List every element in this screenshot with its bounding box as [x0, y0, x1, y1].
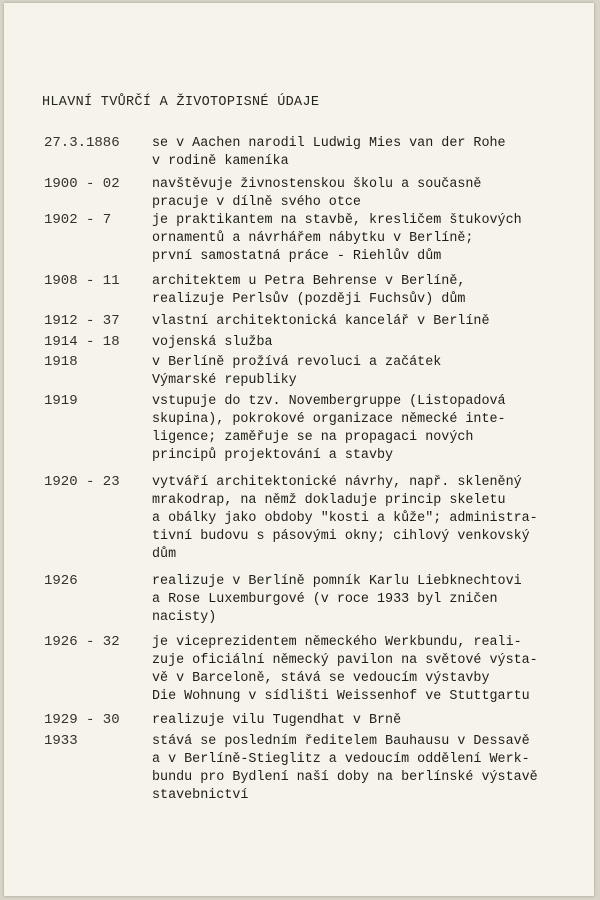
entry-date: 1926 - 32 [44, 634, 120, 650]
entry-text-line: mrakodrap, na němž dokladuje princip skeletu [152, 493, 506, 508]
page-heading: HLAVNÍ TVŮRČÍ A ŽIVOTOPISNÉ ÚDAJE [42, 95, 320, 110]
entry-date: 1908 - 11 [44, 273, 120, 289]
entry-text [152, 135, 572, 171]
entry-date: 1912 - 37 [44, 313, 120, 329]
entry-text-line: principů projektování a stavby [152, 448, 394, 463]
entry-text-line: je viceprezidentem německého Werkbundu, reali- [152, 635, 522, 650]
entry-date: 1926 [44, 573, 78, 589]
entry-text-line: vě v Barceloně, stává se vedoucím výstavby [152, 671, 490, 686]
entry-text [152, 712, 572, 730]
entry-text-line: navštěvuje živnostenskou školu a současně [152, 177, 482, 192]
entry-text-line: realizuje vilu Tugendhat v Brně [152, 713, 402, 728]
entry-text [152, 313, 572, 331]
entry-text-line: v Berlíně prožívá revoluci a začátek [152, 355, 442, 370]
entry-text [152, 176, 572, 212]
entry-text-line: vlastní architektonická kancelář v Berlíně [152, 314, 490, 329]
entry-text-line: dům [152, 547, 177, 562]
entry-text [152, 573, 572, 627]
entry-text-line: Výmarské republiky [152, 373, 297, 388]
document-page [4, 3, 594, 896]
entry-text-line: je praktikantem na stavbě, kresličem štukových [152, 213, 522, 228]
entry-text [152, 393, 572, 465]
entry-text-line: v rodině kameníka [152, 154, 289, 169]
entry-text-line: stává se posledním ředitelem Bauhausu v Dessavě [152, 734, 530, 749]
entry-text-line: ligence; zaměřuje se na propagaci nových [152, 430, 474, 445]
entry-text-line: tivní budovu s pásovými okny; cihlový venkovský [152, 529, 530, 544]
entry-text-line: vstupuje do tzv. Novembergruppe (Listopadová [152, 394, 506, 409]
entry-text-line: zuje oficiální německý pavilon na světové výsta- [152, 653, 538, 668]
entry-date: 1902 - 7 [44, 212, 112, 228]
entry-text-line: první samostatná práce - Riehlův dům [152, 249, 442, 264]
entry-text-line: ornamentů a návrhářem nábytku v Berlíně; [152, 231, 474, 246]
entry-text-line: Die Wohnung v sídlišti Weissenhof ve Stuttgartu [152, 689, 530, 704]
entry-text-line: se v Aachen narodil Ludwig Mies van der Rohe [152, 136, 506, 151]
entry-text [152, 212, 572, 266]
entry-text-line: pracuje v dílně svého otce [152, 195, 361, 210]
entry-date: 1933 [44, 733, 78, 749]
entry-text-line: realizuje Perlsův (později Fuchsův) dům [152, 292, 466, 307]
entry-date: 1919 [44, 393, 78, 409]
entry-text-line: architektem u Petra Behrense v Berlíně, [152, 274, 466, 289]
entry-text [152, 354, 572, 390]
entry-text [152, 474, 572, 564]
entry-text [152, 733, 572, 805]
entry-date: 1900 - 02 [44, 176, 120, 192]
entry-date: 27.3.1886 [44, 135, 120, 151]
entry-date: 1918 [44, 354, 78, 370]
entry-text-line: vytváří architektonické návrhy, např. skleněný [152, 475, 522, 490]
entry-text-line: a obálky jako obdoby "kosti a kůže"; administra- [152, 511, 538, 526]
entry-text-line: stavebnictví [152, 788, 249, 803]
entry-text [152, 334, 572, 352]
entry-text [152, 634, 572, 706]
entry-date: 1929 - 30 [44, 712, 120, 728]
entry-text-line: bundu pro Bydlení naší doby na berlínské výstavě [152, 770, 538, 785]
entry-text-line: a Rose Luxemburgové (v roce 1933 byl zničen [152, 592, 498, 607]
entry-text [152, 273, 572, 309]
entry-text-line: skupina), pokrokové organizace německé inte- [152, 412, 506, 427]
entry-text-line: a v Berlíně-Stieglitz a vedoucím oddělení Werk- [152, 752, 530, 767]
entry-date: 1914 - 18 [44, 334, 120, 350]
entry-date: 1920 - 23 [44, 474, 120, 490]
entry-text-line: vojenská služba [152, 335, 273, 350]
entry-text-line: nacisty) [152, 610, 217, 625]
entry-text-line: realizuje v Berlíně pomník Karlu Liebknechtovi [152, 574, 522, 589]
